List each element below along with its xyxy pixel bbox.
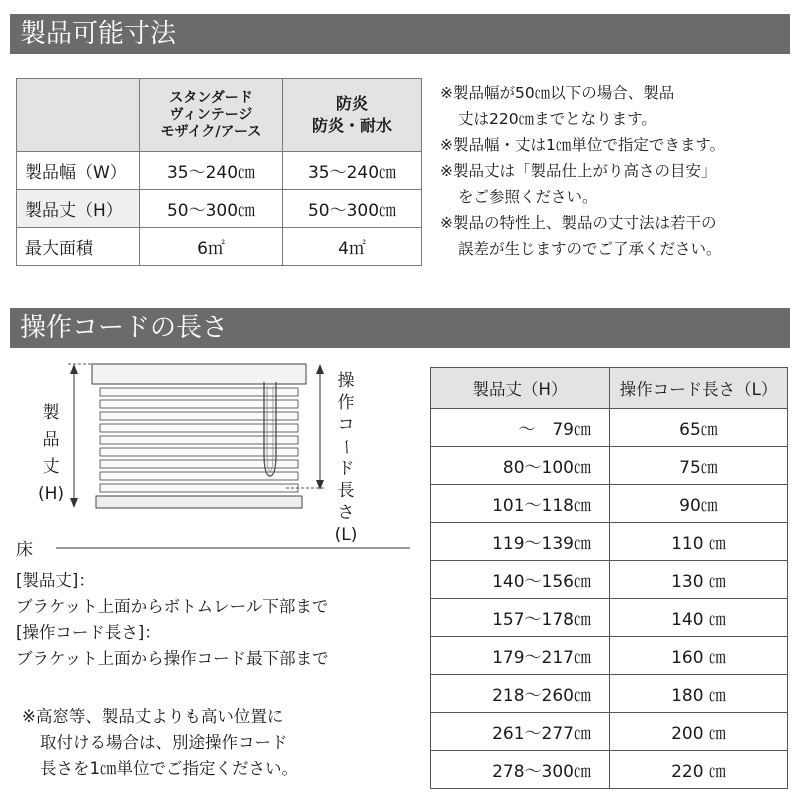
section-title: 製品可能寸法 [20,19,177,49]
label-char: 長 [337,481,355,501]
header-empty-cell [17,79,140,152]
cell-height-range: 278〜300㎝ [431,751,610,789]
cell-value: 6㎡ [140,228,283,266]
label-char: さ [337,503,355,523]
table-row [431,637,788,675]
remark [22,704,402,782]
table-row [431,409,788,447]
table-row [17,190,422,228]
cell-value: 50〜300㎝ [283,190,422,228]
header-line: 防炎 [335,94,368,113]
table-row [431,561,788,599]
note-line: ※製品幅・丈は1㎝単位で指定できます。 [440,136,726,154]
height-label [34,400,68,508]
cell-cord-length: 90㎝ [610,485,788,523]
definition-text: ブラケット上面から操作コード最下部まで [16,649,329,668]
label-char: ー [336,438,356,456]
label-char: 作 [337,393,355,413]
header-height: 製品丈（H） [431,368,610,409]
cell-cord-length: 160 ㎝ [610,637,788,675]
notes-list [440,80,790,262]
floor-label: 床 [16,540,33,560]
cell-cord-length: 140 ㎝ [610,599,788,637]
cell-cord-length: 75㎝ [610,447,788,485]
note-line: ※製品丈は「製品仕上がり高さの目安」 [440,162,717,180]
cell-cord-length: 200 ㎝ [610,713,788,751]
cell-height-range: 218〜260㎝ [431,675,610,713]
table-row [431,599,788,637]
blind-diagram [16,358,410,563]
section-header-cord-length [10,308,790,348]
cell-value: 35〜240㎝ [140,152,283,190]
table-row [431,485,788,523]
dimensions-table [16,78,422,266]
header-line: ヴィンテージ [169,106,253,123]
cell-value: 4㎡ [283,228,422,266]
label-char: ド [337,459,355,479]
label-char: 丈 [42,457,60,477]
row-label: 製品幅（W） [17,152,140,190]
definitions [16,568,416,672]
row-label: 最大面積 [17,228,140,266]
cell-height-range: 101〜118㎝ [431,485,610,523]
label-char: 操 [337,371,355,391]
header-line: スタンダード [169,89,253,106]
cell-cord-length: 65㎝ [610,409,788,447]
cell-height-range: 〜 79㎝ [431,409,610,447]
cell-height-range: 119〜139㎝ [431,523,610,561]
header-line: モザイク/アース [160,123,262,140]
cell-cord-length: 110 ㎝ [610,523,788,561]
note-line: をご参照ください。 [458,188,598,206]
header-cord-length: 操作コード長さ（L） [610,368,788,409]
label-char: 品 [42,430,60,450]
table-row [431,523,788,561]
table-row [17,152,422,190]
note-line: ※製品幅が50㎝以下の場合、製品 [440,84,675,102]
label-char: コ [337,415,355,435]
definition-term: [操作コード長さ]： [16,623,161,642]
label-char: (L) [334,525,358,545]
table-row [431,675,788,713]
cell-value: 35〜240㎝ [283,152,422,190]
definition-term: [製品丈]： [16,571,95,590]
header-fireproof [283,79,422,152]
cell-height-range: 179〜217㎝ [431,637,610,675]
cell-cord-length: 220 ㎝ [610,751,788,789]
table-header-row [17,79,422,152]
cell-height-range: 80〜100㎝ [431,447,610,485]
section-title: 操作コードの長さ [20,313,229,343]
header-line: 防炎・耐水 [311,116,392,135]
cell-height-range: 140〜156㎝ [431,561,610,599]
table-row [17,228,422,266]
table-row [431,447,788,485]
label-char: (H) [37,484,65,504]
label-char: 製 [42,403,60,423]
cell-height-range: 261〜277㎝ [431,713,610,751]
row-label: 製品丈（H） [17,190,140,228]
definition-text: ブラケット上面からボトムレール下部まで [16,597,329,616]
cord-length-label [332,370,360,546]
cell-value: 50〜300㎝ [140,190,283,228]
table-row [431,751,788,789]
cell-cord-length: 180 ㎝ [610,675,788,713]
cell-cord-length: 130 ㎝ [610,561,788,599]
table-header-row [431,368,788,409]
note-line: 丈は220㎝までとなります。 [458,110,657,128]
note-line: ※製品の特性上、製品の丈寸法は若干の [440,214,717,232]
remark-line: ※高窓等、製品丈よりも高い位置に [22,707,284,726]
remark-line: 取付ける場合は、別途操作コード [40,733,288,752]
cell-height-range: 157〜178㎝ [431,599,610,637]
cord-length-table [430,367,788,789]
remark-line: 長さを1㎝単位でご指定ください。 [40,759,298,778]
section-header-dimensions [10,14,790,54]
note-line: 誤差が生じますのでご了承ください。 [458,240,722,258]
header-standard [140,79,283,152]
table-row [431,713,788,751]
